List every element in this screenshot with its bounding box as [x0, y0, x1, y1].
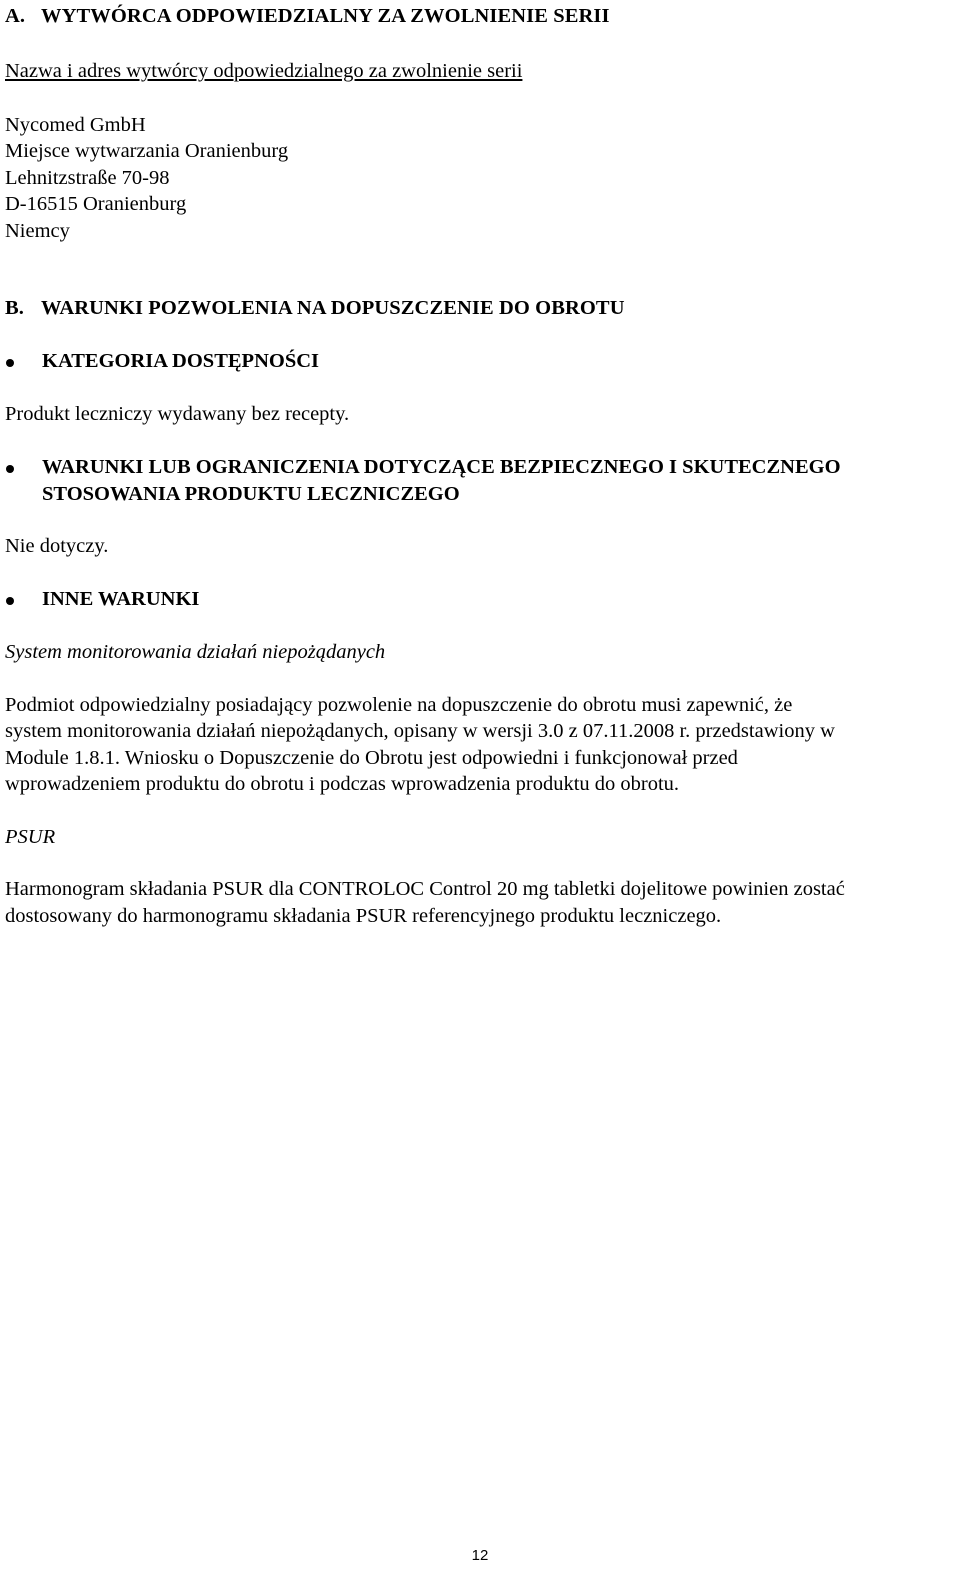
pv-line: wprowadzeniem produktu do obrotu i podczas wprowadzenia produktu do obrotu.	[5, 773, 680, 795]
address-line: D-16515 Oranienburg	[5, 193, 187, 215]
section-b-letter: B.	[5, 297, 24, 319]
pv-heading: System monitorowania działań niepożądanych	[5, 641, 386, 663]
bullet-icon	[6, 359, 14, 367]
psur-paragraph	[5, 876, 955, 929]
address-line: Miejsce wytwarzania Oranienburg	[5, 140, 289, 162]
address-line: Niemcy	[5, 219, 70, 242]
pv-paragraph	[5, 692, 955, 798]
bullet-availability	[5, 348, 955, 375]
section-b-title: WARUNKI POZWOLENIA NA DOPUSZCZENIE DO OBROTU	[41, 297, 625, 319]
manufacturer-address	[5, 112, 955, 245]
bullet-icon	[6, 465, 14, 473]
section-a-letter: A.	[5, 5, 26, 27]
page-number: 12	[471, 1547, 489, 1564]
bullet-icon	[6, 597, 14, 605]
bullet-availability-title: KATEGORIA DOSTĘPNOŚCI	[42, 350, 320, 372]
psur-heading: PSUR	[5, 825, 56, 848]
bullet-other-conditions	[5, 586, 955, 613]
document-page	[5, 0, 955, 929]
bullet-conditions-title-line: WARUNKI LUB OGRANICZENIA DOTYCZĄCE BEZPIECZNEGO I SKUTECZNEGO	[42, 456, 841, 478]
address-line: Nycomed GmbH	[5, 113, 146, 136]
conditions-text: Nie dotyczy.	[5, 535, 109, 557]
section-b-heading	[5, 295, 955, 321]
bullet-conditions-title-line: STOSOWANIA PRODUKTU LECZNICZEGO	[42, 482, 460, 505]
pv-line: Podmiot odpowiedzialny posiadający pozwolenie na dopuszczenie do obrotu musi zapewnić, że	[5, 693, 793, 716]
availability-text: Produkt leczniczy wydawany bez recepty.	[5, 402, 350, 425]
manufacturer-subheading: Nazwa i adres wytwórcy odpowiedzialnego za zwolnienie serii	[5, 60, 523, 82]
address-line: Lehnitzstraße 70-98	[5, 166, 170, 189]
bullet-conditions	[5, 454, 955, 507]
bullet-other-title: INNE WARUNKI	[42, 587, 200, 610]
psur-line: dostosowany do harmonogramu składania PSUR referencyjnego produktu leczniczego.	[5, 904, 722, 927]
section-a-heading	[5, 3, 955, 29]
pv-line: Module 1.8.1. Wniosku o Dopuszczenie do Obrotu jest odpowiedni i funkcjonował przed	[5, 746, 738, 769]
pv-line: system monitorowania działań niepożądanych, opisany w wersji 3.0 z 07.11.2008 r. przedstawiony w	[5, 720, 835, 742]
section-a-title: WYTWÓRCA ODPOWIEDZIALNY ZA ZWOLNIENIE SERII	[41, 5, 610, 27]
psur-line: Harmonogram składania PSUR dla CONTROLOC Control 20 mg tabletki dojelitowe powinien zostać	[5, 878, 845, 900]
